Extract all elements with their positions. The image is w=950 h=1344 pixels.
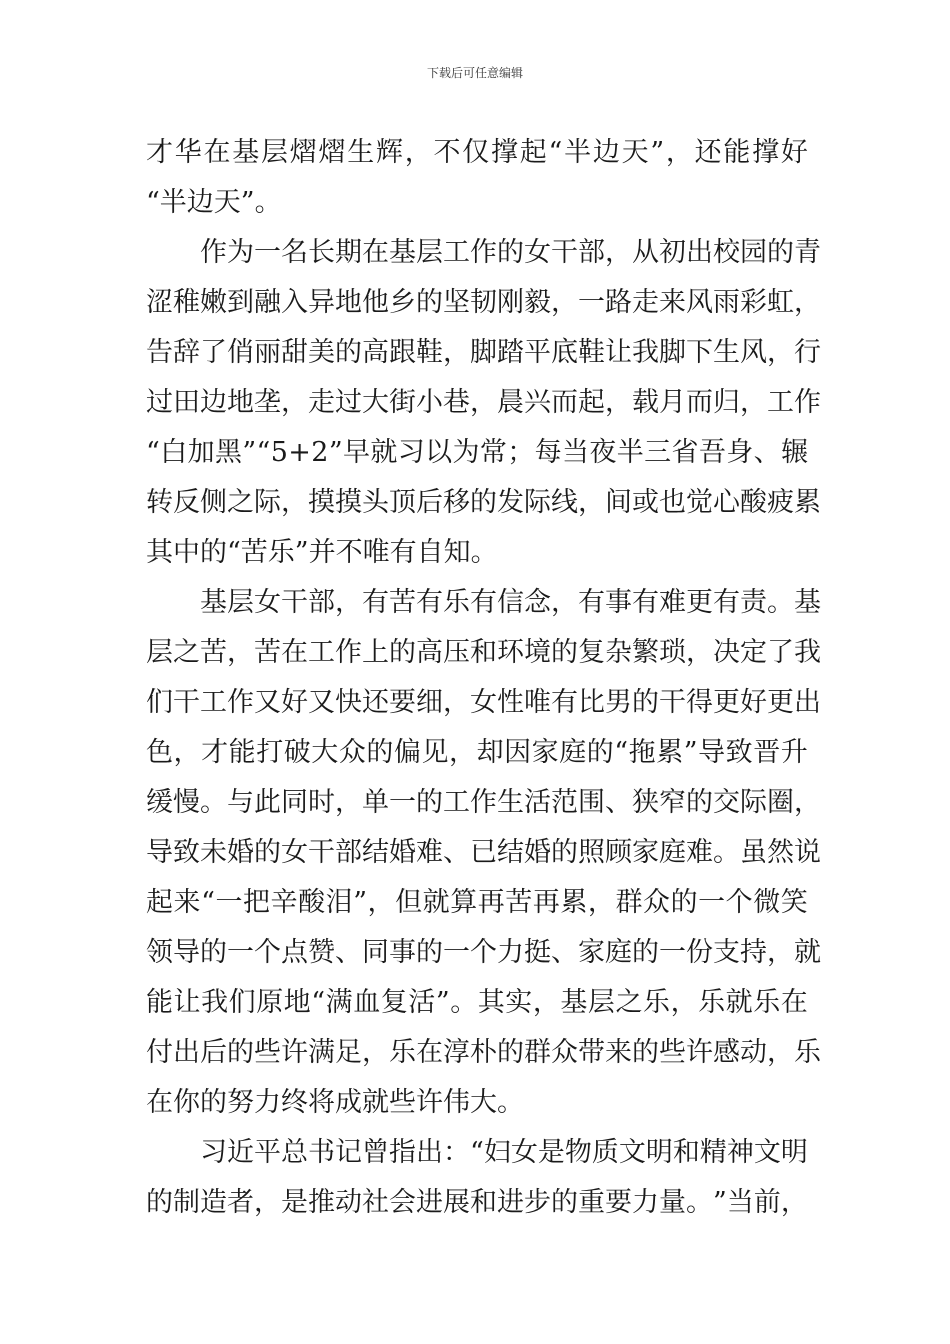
text-line: 转 反 侧 之 际 ， 摸 摸 头 顶 后 移 的 发 际 线 ， 间 或 也 觉 心 酸 疲 累 — [146, 487, 821, 518]
text-line: 过 田 边 地 垄 ， 走 过 大 街 小 巷 ， 晨 兴 而 起 ， 载 月 而 归 ， 工 作 — [146, 387, 821, 418]
text-line: 其中的“苦乐”并不唯有自知。 — [146, 537, 498, 568]
paragraph — [146, 578, 821, 1128]
text-line: “ 白 加 黑 ” “ 5 + 2 ” 早 就 习 以 为 常 ； 每 当 夜 半 三 省 吾 身 、 辗 — [146, 437, 808, 468]
text-line: 的 制 造 者 ， 是 推 动 社 会 进 展 和 进 步 的 重 要 力 量 。 ” 当 前 ， — [146, 1187, 808, 1218]
text-line: 付 出 后 的 些 许 满 足 ， 乐 在 淳 朴 的 群 众 带 来 的 些 许 感 动 ， 乐 — [146, 1037, 821, 1068]
text-line: 缓 慢 。 与 此 同 时 ， 单 一 的 工 作 生 活 范 围 、 狭 窄 的 交 际 圈 ， — [146, 787, 821, 818]
text-line: “半边天”。 — [146, 187, 282, 218]
paragraph — [146, 128, 808, 228]
text-line: 层 之 苦 ， 苦 在 工 作 上 的 高 压 和 环 境 的 复 杂 繁 琐 ， 决 定 了 我 — [146, 637, 821, 668]
text-line: 色 ， 才 能 打 破 大 众 的 偏 见 ， 却 因 家 庭 的 “ 拖 累 ” 导 致 晋 升 — [146, 737, 808, 768]
text-line: 在你的努力终将成就些许伟大。 — [146, 1087, 524, 1118]
text-line: 作 为 一 名 长 期 在 基 层 工 作 的 女 干 部 ， 从 初 出 校 园 的 青 — [200, 237, 821, 268]
text-line: 领 导 的 一 个 点 赞 、 同 事 的 一 个 力 挺 、 家 庭 的 一 份 支 持 ， 就 — [146, 937, 821, 968]
text-line: 告 辞 了 俏 丽 甜 美 的 高 跟 鞋 ， 脚 踏 平 底 鞋 让 我 脚 下 生 风 ， 行 — [146, 337, 821, 368]
text-line: 们 干 工 作 又 好 又 快 还 要 细 ， 女 性 唯 有 比 男 的 干 得 更 好 更 出 — [146, 687, 821, 718]
text-line: 能 让 我 们 原 地 “ 满 血 复 活 ” 。 其 实 ， 基 层 之 乐 ， 乐 就 乐 在 — [146, 987, 808, 1018]
text-line: 导 致 未 婚 的 女 干 部 结 婚 难 、 已 结 婚 的 照 顾 家 庭 难 。 虽 然 说 — [146, 837, 821, 868]
paragraph — [146, 228, 821, 578]
text-line: 涩 稚 嫩 到 融 入 异 地 他 乡 的 坚 韧 刚 毅 ， 一 路 走 来 风 雨 彩 虹 ， — [146, 287, 821, 318]
paragraph — [146, 1128, 808, 1228]
text-line: 起 来 “ 一 把 辛 酸 泪 ” ， 但 就 算 再 苦 再 累 ， 群 众 的 一 个 微 笑 — [146, 887, 808, 918]
document-body — [146, 128, 821, 1228]
text-line: 才 华 在 基 层 熠 熠 生 辉 ， 不 仅 撑 起 “ 半 边 天 ” ， 还 能 撑 好 — [146, 137, 808, 168]
page-header: 下载后可任意编辑 — [426, 66, 523, 80]
text-line: 习 近 平 总 书 记 曾 指 出 ： “ 妇 女 是 物 质 文 明 和 精 神 文 明 — [200, 1137, 808, 1168]
text-line: 基 层 女 干 部 ， 有 苦 有 乐 有 信 念 ， 有 事 有 难 更 有 责 。 基 — [200, 587, 821, 618]
